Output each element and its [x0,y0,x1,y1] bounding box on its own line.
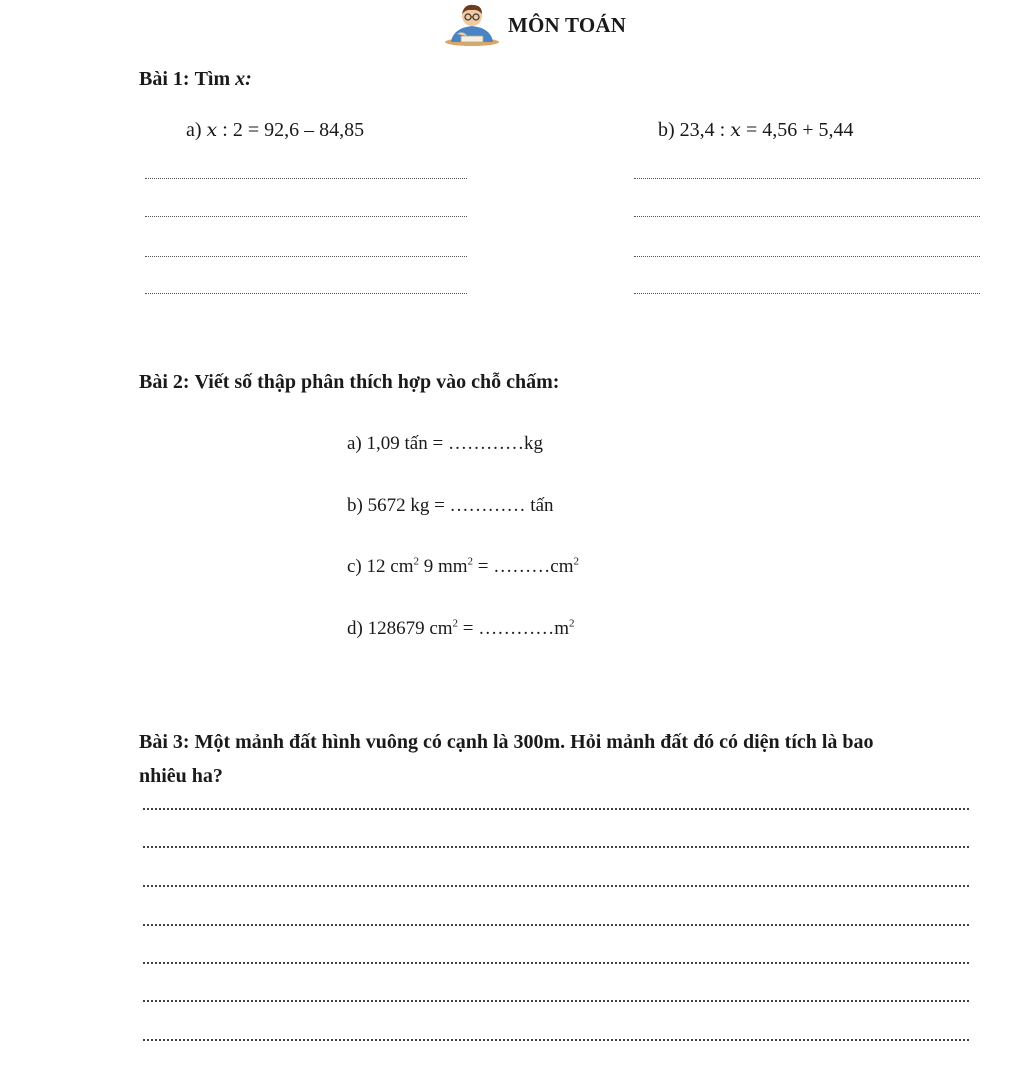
answer-line[interactable] [145,178,467,179]
bai1-heading-var: x: [235,68,252,90]
answer-line[interactable] [145,216,467,217]
bai1-question-b [658,119,854,142]
page-header [443,2,626,48]
answer-line[interactable] [634,293,980,294]
answer-line[interactable] [634,178,980,179]
answer-line[interactable] [143,1039,969,1041]
bai1-a-var: x [206,119,218,141]
bai2-c-exp3: 2 [573,555,579,568]
answer-line[interactable] [634,216,980,217]
bai2-d-rest: = …………m [458,618,570,639]
answer-line[interactable] [143,808,969,810]
bai1-label: Bài 1: [139,68,190,90]
student-reading-icon [443,2,501,48]
subject-title: MÔN TOÁN [508,12,627,37]
bai3-line1: Một mảnh đất hình vuông có cạnh là 300m. Hỏi mảnh đất đó có diện tích là bao [194,731,874,753]
answer-line[interactable] [143,1000,969,1002]
bai3-heading [139,731,874,754]
bai2-item-c [347,556,579,578]
bai2-d-exp1: 2 [452,617,459,630]
answer-line[interactable] [143,885,969,887]
bai2-c-prefix: c) 12 cm [347,556,414,577]
bai2-d-prefix: d) 128679 cm [347,618,453,639]
answer-line[interactable] [145,293,467,294]
bai1-b-prefix: b) 23,4 : [658,119,726,141]
bai3-line2: nhiêu ha? [139,765,223,787]
bai2-c-rest: = ………cm [473,556,574,577]
answer-line[interactable] [143,962,969,964]
bai2-item-b: b) 5672 kg = ………… tấn [347,495,554,516]
answer-line[interactable] [145,256,467,257]
bai1-question-a [186,119,364,142]
bai2-item-a: a) 1,09 tấn = …………kg [347,433,543,454]
bai2-heading [139,371,559,394]
bai2-label: Bài 2: [139,371,190,393]
bai1-a-prefix: a) [186,119,202,141]
bai2-c-exp2: 2 [467,555,474,568]
answer-line[interactable] [143,924,969,926]
bai2-item-d [347,618,575,640]
bai3-label: Bài 3: [139,731,190,753]
bai1-a-rest: : 2 = 92,6 – 84,85 [217,119,365,141]
bai1-b-var: x [730,119,741,141]
bai2-c-exp1: 2 [413,555,419,568]
bai1-heading-text: Tìm [194,68,231,90]
bai2-d-exp2: 2 [569,617,575,630]
answer-line[interactable] [634,256,980,257]
bai1-b-rest: = 4,56 + 5,44 [740,119,854,141]
bai2-c-mid: 9 mm [418,556,468,577]
answer-line[interactable] [143,846,969,848]
bai1-heading [139,68,252,91]
bai2-heading-text: Viết số thập phân thích hợp vào chỗ chấm: [194,371,560,393]
